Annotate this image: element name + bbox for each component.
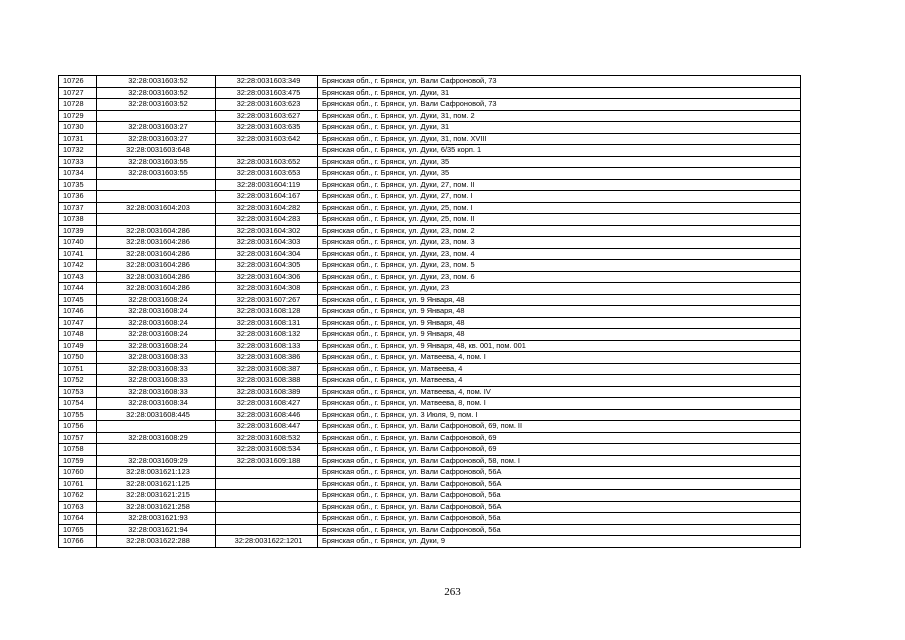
- table-row: [59, 156, 801, 168]
- address-cell: Брянская обл., г. Брянск, ул. Дуки, 31, пом. 2: [318, 110, 801, 122]
- address-cell: Брянская обл., г. Брянск, ул. Дуки, 25, пом. II: [318, 214, 801, 226]
- building-cadastral-number-cell: 32:28:0031608:389: [216, 386, 318, 398]
- address-cell: Брянская обл., г. Брянск, ул. Матвеева, 4: [318, 363, 801, 375]
- land-cadastral-number-cell: [97, 214, 216, 226]
- table-row: [59, 513, 801, 525]
- land-cadastral-number-cell: [97, 179, 216, 191]
- land-cadastral-number-cell: 32:28:0031622:288: [97, 536, 216, 548]
- table-row: [59, 76, 801, 88]
- table-row: [59, 352, 801, 364]
- land-cadastral-number-cell: 32:28:0031603:52: [97, 87, 216, 99]
- row-number-cell: 10740: [59, 237, 97, 249]
- land-cadastral-number-cell: 32:28:0031608:33: [97, 375, 216, 387]
- row-number-cell: 10736: [59, 191, 97, 203]
- land-cadastral-number-cell: 32:28:0031621:123: [97, 467, 216, 479]
- building-cadastral-number-cell: 32:28:0031609:188: [216, 455, 318, 467]
- building-cadastral-number-cell: 32:28:0031608:388: [216, 375, 318, 387]
- building-cadastral-number-cell: [216, 513, 318, 525]
- table-row: [59, 340, 801, 352]
- address-cell: Брянская обл., г. Брянск, ул. Дуки, 35: [318, 168, 801, 180]
- row-number-cell: 10746: [59, 306, 97, 318]
- land-cadastral-number-cell: 32:28:0031603:55: [97, 156, 216, 168]
- address-cell: Брянская обл., г. Брянск, ул. Вали Сафроновой, 56а: [318, 524, 801, 536]
- land-cadastral-number-cell: 32:28:0031621:215: [97, 490, 216, 502]
- land-cadastral-number-cell: 32:28:0031621:125: [97, 478, 216, 490]
- table-row: [59, 524, 801, 536]
- address-cell: Брянская обл., г. Брянск, ул. Матвеева, 4, пом. IV: [318, 386, 801, 398]
- address-cell: Брянская обл., г. Брянск, ул. Дуки, 23: [318, 283, 801, 295]
- table-row: [59, 271, 801, 283]
- building-cadastral-number-cell: 32:28:0031608:132: [216, 329, 318, 341]
- land-cadastral-number-cell: 32:28:0031621:94: [97, 524, 216, 536]
- row-number-cell: 10729: [59, 110, 97, 122]
- building-cadastral-number-cell: [216, 490, 318, 502]
- row-number-cell: 10737: [59, 202, 97, 214]
- address-cell: Брянская обл., г. Брянск, ул. Дуки, 23, пом. 3: [318, 237, 801, 249]
- building-cadastral-number-cell: 32:28:0031608:133: [216, 340, 318, 352]
- address-cell: Брянская обл., г. Брянск, ул. Матвеева, 8, пом. I: [318, 398, 801, 410]
- address-cell: Брянская обл., г. Брянск, ул. Дуки, 9: [318, 536, 801, 548]
- table-row: [59, 306, 801, 318]
- land-cadastral-number-cell: 32:28:0031608:445: [97, 409, 216, 421]
- table-row: [59, 444, 801, 456]
- building-cadastral-number-cell: 32:28:0031604:119: [216, 179, 318, 191]
- row-number-cell: 10732: [59, 145, 97, 157]
- row-number-cell: 10728: [59, 99, 97, 111]
- table-row: [59, 398, 801, 410]
- address-cell: Брянская обл., г. Брянск, ул. Дуки, 31: [318, 122, 801, 134]
- land-cadastral-number-cell: 32:28:0031608:24: [97, 340, 216, 352]
- row-number-cell: 10756: [59, 421, 97, 433]
- row-number-cell: 10757: [59, 432, 97, 444]
- row-number-cell: 10743: [59, 271, 97, 283]
- building-cadastral-number-cell: 32:28:0031603:653: [216, 168, 318, 180]
- building-cadastral-number-cell: 32:28:0031604:283: [216, 214, 318, 226]
- building-cadastral-number-cell: 32:28:0031608:128: [216, 306, 318, 318]
- table-row: [59, 386, 801, 398]
- table-row: [59, 99, 801, 111]
- building-cadastral-number-cell: 32:28:0031608:446: [216, 409, 318, 421]
- address-cell: Брянская обл., г. Брянск, ул. Дуки, 31, пом. XVIII: [318, 133, 801, 145]
- table-row: [59, 179, 801, 191]
- land-cadastral-number-cell: 32:28:0031603:648: [97, 145, 216, 157]
- row-number-cell: 10726: [59, 76, 97, 88]
- building-cadastral-number-cell: 32:28:0031604:308: [216, 283, 318, 295]
- building-cadastral-number-cell: 32:28:0031608:386: [216, 352, 318, 364]
- address-cell: Брянская обл., г. Брянск, ул. 3 Июля, 9, пом. I: [318, 409, 801, 421]
- land-cadastral-number-cell: 32:28:0031604:286: [97, 225, 216, 237]
- land-cadastral-number-cell: 32:28:0031604:286: [97, 260, 216, 272]
- land-cadastral-number-cell: 32:28:0031608:24: [97, 329, 216, 341]
- table-row: [59, 283, 801, 295]
- land-cadastral-number-cell: 32:28:0031608:24: [97, 317, 216, 329]
- address-cell: Брянская обл., г. Брянск, ул. Вали Сафроновой, 69: [318, 432, 801, 444]
- row-number-cell: 10763: [59, 501, 97, 513]
- address-cell: Брянская обл., г. Брянск, ул. 9 Января, 48: [318, 306, 801, 318]
- table-row: [59, 214, 801, 226]
- table-row: [59, 536, 801, 548]
- land-cadastral-number-cell: 32:28:0031604:286: [97, 237, 216, 249]
- building-cadastral-number-cell: 32:28:0031603:635: [216, 122, 318, 134]
- table-row: [59, 363, 801, 375]
- land-cadastral-number-cell: 32:28:0031603:27: [97, 122, 216, 134]
- building-cadastral-number-cell: [216, 145, 318, 157]
- table-row: [59, 237, 801, 249]
- land-cadastral-number-cell: 32:28:0031608:33: [97, 363, 216, 375]
- building-cadastral-number-cell: [216, 524, 318, 536]
- land-cadastral-number-cell: [97, 444, 216, 456]
- land-cadastral-number-cell: 32:28:0031608:24: [97, 294, 216, 306]
- table-row: [59, 191, 801, 203]
- land-cadastral-number-cell: [97, 421, 216, 433]
- row-number-cell: 10752: [59, 375, 97, 387]
- row-number-cell: 10731: [59, 133, 97, 145]
- row-number-cell: 10750: [59, 352, 97, 364]
- row-number-cell: 10761: [59, 478, 97, 490]
- land-cadastral-number-cell: 32:28:0031621:258: [97, 501, 216, 513]
- land-cadastral-number-cell: 32:28:0031604:286: [97, 248, 216, 260]
- building-cadastral-number-cell: 32:28:0031604:302: [216, 225, 318, 237]
- building-cadastral-number-cell: 32:28:0031608:427: [216, 398, 318, 410]
- row-number-cell: 10765: [59, 524, 97, 536]
- address-cell: Брянская обл., г. Брянск, ул. Дуки, 6/35 корп. 1: [318, 145, 801, 157]
- table-row: [59, 122, 801, 134]
- address-cell: Брянская обл., г. Брянск, ул. Вали Сафроновой, 69, пом. II: [318, 421, 801, 433]
- land-cadastral-number-cell: 32:28:0031608:34: [97, 398, 216, 410]
- table-row: [59, 501, 801, 513]
- table-row: [59, 294, 801, 306]
- address-cell: Брянская обл., г. Брянск, ул. Дуки, 23, пом. 4: [318, 248, 801, 260]
- row-number-cell: 10762: [59, 490, 97, 502]
- row-number-cell: 10766: [59, 536, 97, 548]
- row-number-cell: 10742: [59, 260, 97, 272]
- address-cell: Брянская обл., г. Брянск, ул. Дуки, 23, пом. 6: [318, 271, 801, 283]
- land-cadastral-number-cell: 32:28:0031608:29: [97, 432, 216, 444]
- row-number-cell: 10730: [59, 122, 97, 134]
- table-row: [59, 478, 801, 490]
- address-cell: Брянская обл., г. Брянск, ул. Вали Сафроновой, 56А: [318, 478, 801, 490]
- building-cadastral-number-cell: 32:28:0031604:306: [216, 271, 318, 283]
- row-number-cell: 10749: [59, 340, 97, 352]
- building-cadastral-number-cell: 32:28:0031603:627: [216, 110, 318, 122]
- row-number-cell: 10741: [59, 248, 97, 260]
- building-cadastral-number-cell: 32:28:0031608:532: [216, 432, 318, 444]
- row-number-cell: 10744: [59, 283, 97, 295]
- address-cell: Брянская обл., г. Брянск, ул. Матвеева, 4, пом. I: [318, 352, 801, 364]
- address-cell: Брянская обл., г. Брянск, ул. Вали Сафроновой, 73: [318, 76, 801, 88]
- building-cadastral-number-cell: [216, 501, 318, 513]
- table-row: [59, 375, 801, 387]
- address-cell: Брянская обл., г. Брянск, ул. Вали Сафроновой, 58, пом. I: [318, 455, 801, 467]
- address-cell: Брянская обл., г. Брянск, ул. 9 Января, 48: [318, 294, 801, 306]
- land-cadastral-number-cell: 32:28:0031604:286: [97, 283, 216, 295]
- land-cadastral-number-cell: 32:28:0031608:33: [97, 352, 216, 364]
- address-cell: Брянская обл., г. Брянск, ул. 9 Января, 48: [318, 329, 801, 341]
- building-cadastral-number-cell: 32:28:0031604:167: [216, 191, 318, 203]
- address-cell: Брянская обл., г. Брянск, ул. Вали Сафроновой, 56А: [318, 467, 801, 479]
- row-number-cell: 10739: [59, 225, 97, 237]
- table-row: [59, 421, 801, 433]
- table-row: [59, 110, 801, 122]
- address-cell: Брянская обл., г. Брянск, ул. Дуки, 23, пом. 2: [318, 225, 801, 237]
- address-cell: Брянская обл., г. Брянск, ул. Матвеева, 4: [318, 375, 801, 387]
- land-cadastral-number-cell: [97, 191, 216, 203]
- row-number-cell: 10738: [59, 214, 97, 226]
- building-cadastral-number-cell: 32:28:0031603:349: [216, 76, 318, 88]
- address-cell: Брянская обл., г. Брянск, ул. Дуки, 31: [318, 87, 801, 99]
- land-cadastral-number-cell: [97, 110, 216, 122]
- land-cadastral-number-cell: 32:28:0031608:24: [97, 306, 216, 318]
- building-cadastral-number-cell: 32:28:0031603:652: [216, 156, 318, 168]
- row-number-cell: 10760: [59, 467, 97, 479]
- table-row: [59, 467, 801, 479]
- table-row: [59, 260, 801, 272]
- building-cadastral-number-cell: 32:28:0031608:131: [216, 317, 318, 329]
- table-row: [59, 432, 801, 444]
- building-cadastral-number-cell: 32:28:0031604:282: [216, 202, 318, 214]
- land-cadastral-number-cell: 32:28:0031603:27: [97, 133, 216, 145]
- row-number-cell: 10727: [59, 87, 97, 99]
- building-cadastral-number-cell: [216, 478, 318, 490]
- row-number-cell: 10745: [59, 294, 97, 306]
- building-cadastral-number-cell: 32:28:0031608:534: [216, 444, 318, 456]
- table-row: [59, 329, 801, 341]
- building-cadastral-number-cell: 32:28:0031603:623: [216, 99, 318, 111]
- table-row: [59, 248, 801, 260]
- address-cell: Брянская обл., г. Брянск, ул. 9 Января, 48: [318, 317, 801, 329]
- building-cadastral-number-cell: 32:28:0031607:267: [216, 294, 318, 306]
- row-number-cell: 10759: [59, 455, 97, 467]
- row-number-cell: 10734: [59, 168, 97, 180]
- page-number: 263: [444, 586, 461, 598]
- building-cadastral-number-cell: [216, 467, 318, 479]
- land-cadastral-number-cell: 32:28:0031609:29: [97, 455, 216, 467]
- land-cadastral-number-cell: 32:28:0031621:93: [97, 513, 216, 525]
- address-cell: Брянская обл., г. Брянск, ул. Вали Сафроновой, 56А: [318, 501, 801, 513]
- row-number-cell: 10747: [59, 317, 97, 329]
- address-cell: Брянская обл., г. Брянск, ул. Вали Сафроновой, 56а: [318, 513, 801, 525]
- address-cell: Брянская обл., г. Брянск, ул. Дуки, 25, пом. I: [318, 202, 801, 214]
- row-number-cell: 10751: [59, 363, 97, 375]
- registry-table-body: [59, 76, 801, 548]
- address-cell: Брянская обл., г. Брянск, ул. Дуки, 23, пом. 5: [318, 260, 801, 272]
- land-cadastral-number-cell: 32:28:0031603:55: [97, 168, 216, 180]
- table-row: [59, 133, 801, 145]
- land-cadastral-number-cell: 32:28:0031603:52: [97, 76, 216, 88]
- address-cell: Брянская обл., г. Брянск, ул. Вали Сафроновой, 69: [318, 444, 801, 456]
- table-row: [59, 168, 801, 180]
- address-cell: Брянская обл., г. Брянск, ул. Дуки, 27, пом. II: [318, 179, 801, 191]
- address-cell: Брянская обл., г. Брянск, ул. 9 Января, 48, кв. 001, пом. 001: [318, 340, 801, 352]
- table-row: [59, 490, 801, 502]
- table-row: [59, 202, 801, 214]
- building-cadastral-number-cell: 32:28:0031604:305: [216, 260, 318, 272]
- building-cadastral-number-cell: 32:28:0031603:642: [216, 133, 318, 145]
- row-number-cell: 10735: [59, 179, 97, 191]
- building-cadastral-number-cell: 32:28:0031622:1201: [216, 536, 318, 548]
- row-number-cell: 10758: [59, 444, 97, 456]
- building-cadastral-number-cell: 32:28:0031608:387: [216, 363, 318, 375]
- registry-table: [58, 75, 801, 548]
- row-number-cell: 10754: [59, 398, 97, 410]
- building-cadastral-number-cell: 32:28:0031608:447: [216, 421, 318, 433]
- row-number-cell: 10764: [59, 513, 97, 525]
- table-row: [59, 145, 801, 157]
- table-row: [59, 317, 801, 329]
- building-cadastral-number-cell: 32:28:0031604:304: [216, 248, 318, 260]
- address-cell: Брянская обл., г. Брянск, ул. Вали Сафроновой, 73: [318, 99, 801, 111]
- land-cadastral-number-cell: 32:28:0031604:286: [97, 271, 216, 283]
- row-number-cell: 10753: [59, 386, 97, 398]
- land-cadastral-number-cell: 32:28:0031604:203: [97, 202, 216, 214]
- row-number-cell: 10733: [59, 156, 97, 168]
- table-row: [59, 225, 801, 237]
- address-cell: Брянская обл., г. Брянск, ул. Дуки, 27, пом. I: [318, 191, 801, 203]
- address-cell: Брянская обл., г. Брянск, ул. Дуки, 35: [318, 156, 801, 168]
- building-cadastral-number-cell: 32:28:0031604:303: [216, 237, 318, 249]
- table-row: [59, 409, 801, 421]
- land-cadastral-number-cell: 32:28:0031603:52: [97, 99, 216, 111]
- row-number-cell: 10748: [59, 329, 97, 341]
- table-row: [59, 455, 801, 467]
- table-row: [59, 87, 801, 99]
- row-number-cell: 10755: [59, 409, 97, 421]
- building-cadastral-number-cell: 32:28:0031603:475: [216, 87, 318, 99]
- address-cell: Брянская обл., г. Брянск, ул. Вали Сафроновой, 56а: [318, 490, 801, 502]
- land-cadastral-number-cell: 32:28:0031608:33: [97, 386, 216, 398]
